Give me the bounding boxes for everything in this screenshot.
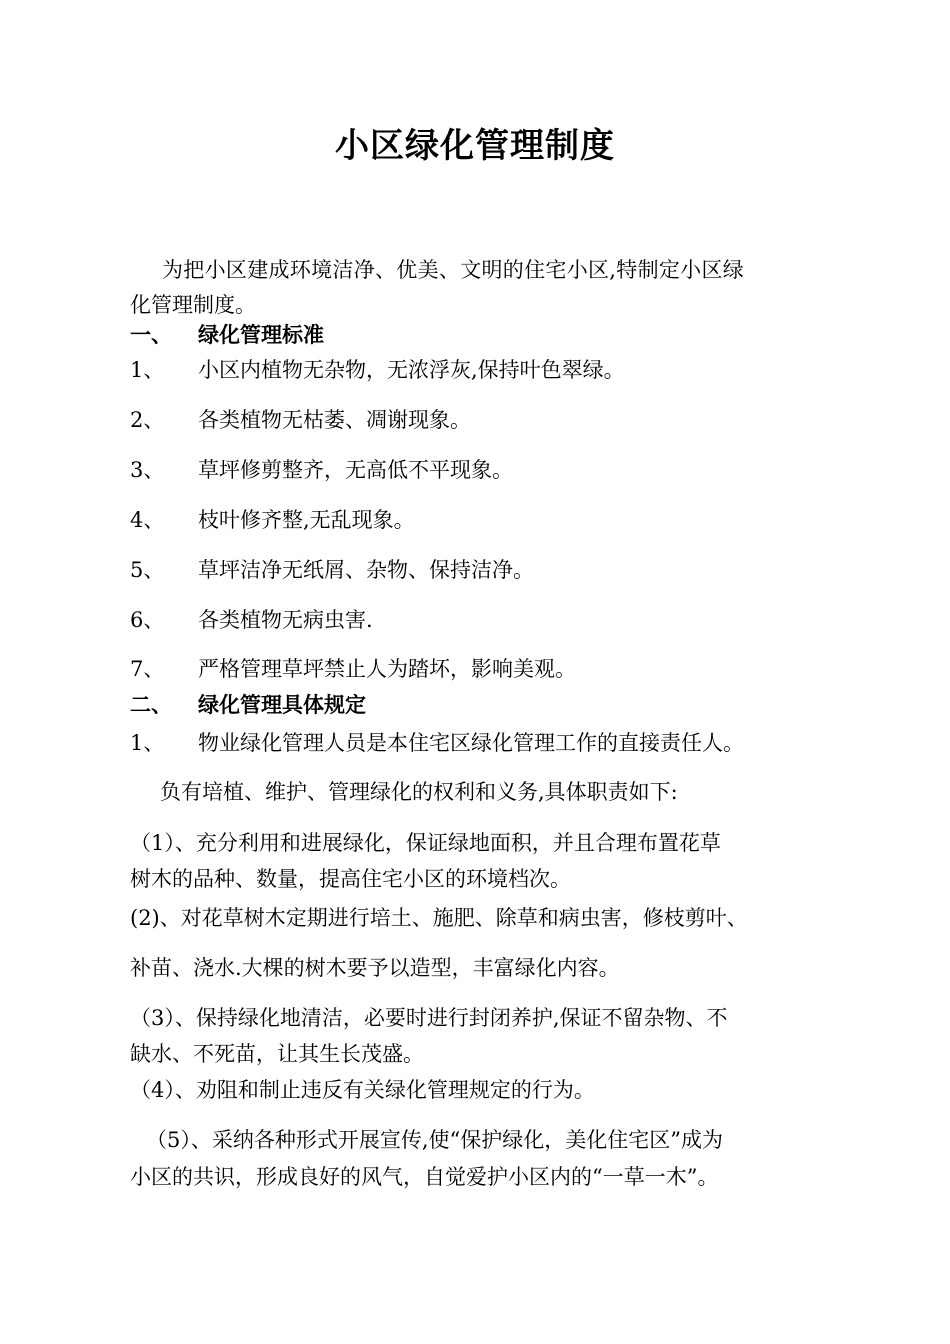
duty-1-line-1: （1）、充分利用和进展绿化，保证绿地面积，并且合理布置花草 <box>130 831 721 855</box>
section-2-heading <box>130 690 366 720</box>
list-item-number: 6、 <box>130 608 165 632</box>
list-item <box>130 654 576 684</box>
duty-5-line-2: 小区的共识，形成良好的风气，自觉爱护小区内的“一草一木”。 <box>130 1165 719 1189</box>
list-item-number: 2、 <box>130 408 165 432</box>
duty-3-line-2: 缺水、不死苗，让其生长茂盛。 <box>130 1042 424 1066</box>
section-2-title: 绿化管理具体规定 <box>198 693 366 717</box>
list-item <box>130 405 471 435</box>
duty-2-line-2: 补苗、浇水.大棵的树木要予以造型，丰富绿化内容。 <box>130 956 620 980</box>
intro-line-2: 化管理制度。 <box>130 293 256 317</box>
list-item-number: 3、 <box>130 458 165 482</box>
duty-intro: 负有培植、维护、管理绿化的权利和义务,具体职责如下: <box>160 780 678 804</box>
list-item-number: 1、 <box>130 731 165 755</box>
duty-1-line-2: 树木的品种、数量，提高住宅小区的环境档次。 <box>130 867 571 891</box>
list-item <box>130 605 373 635</box>
list-item-text: 各类植物无病虫害. <box>198 608 373 632</box>
duty-3-line-1: （3）、保持绿化地清洁，必要时进行封闭养护,保证不留杂物、不 <box>130 1006 728 1030</box>
section-2-number: 二、 <box>130 693 172 717</box>
list-item-text: 草坪洁净无纸屑、杂物、保持洁净。 <box>198 558 534 582</box>
list-item-text: 各类植物无枯萎、凋谢现象。 <box>198 408 471 432</box>
list-item <box>130 728 744 758</box>
list-item-number: 5、 <box>130 558 165 582</box>
list-item <box>130 505 415 535</box>
list-item-text: 物业绿化管理人员是本住宅区绿化管理工作的直接责任人。 <box>198 731 744 755</box>
list-item <box>130 455 513 485</box>
list-item-text: 严格管理草坪禁止人为踏坏，影响美观。 <box>198 657 576 681</box>
list-item <box>130 555 534 585</box>
list-item-text: 草坪修剪整齐，无高低不平现象。 <box>198 458 513 482</box>
duty-2-line-1: (2)、对花草树木定期进行培土、施肥、除草和病虫害，修枝剪叶、 <box>130 906 748 930</box>
list-item <box>130 355 625 385</box>
list-item-number: 1、 <box>130 358 165 382</box>
list-item-text: 小区内植物无杂物，无浓浮灰,保持叶色翠绿。 <box>198 358 625 382</box>
section-1-heading <box>130 320 324 350</box>
section-1-number: 一、 <box>130 323 172 347</box>
duty-4-line-1: （4）、劝阻和制止违反有关绿化管理规定的行为。 <box>130 1078 595 1102</box>
list-item-number: 4、 <box>130 508 165 532</box>
list-item-number: 7、 <box>130 657 165 681</box>
duty-5-line-1: （5）、采纳各种形式开展宣传,使“保护绿化，美化住宅区”成为 <box>146 1128 724 1152</box>
list-item-text: 枝叶修齐整,无乱现象。 <box>198 508 415 532</box>
section-1-title: 绿化管理标准 <box>198 323 324 347</box>
intro-line-1: 为把小区建成环境洁净、优美、文明的住宅小区,特制定小区绿 <box>162 258 745 282</box>
page-title: 小区绿化管理制度 <box>335 126 615 166</box>
